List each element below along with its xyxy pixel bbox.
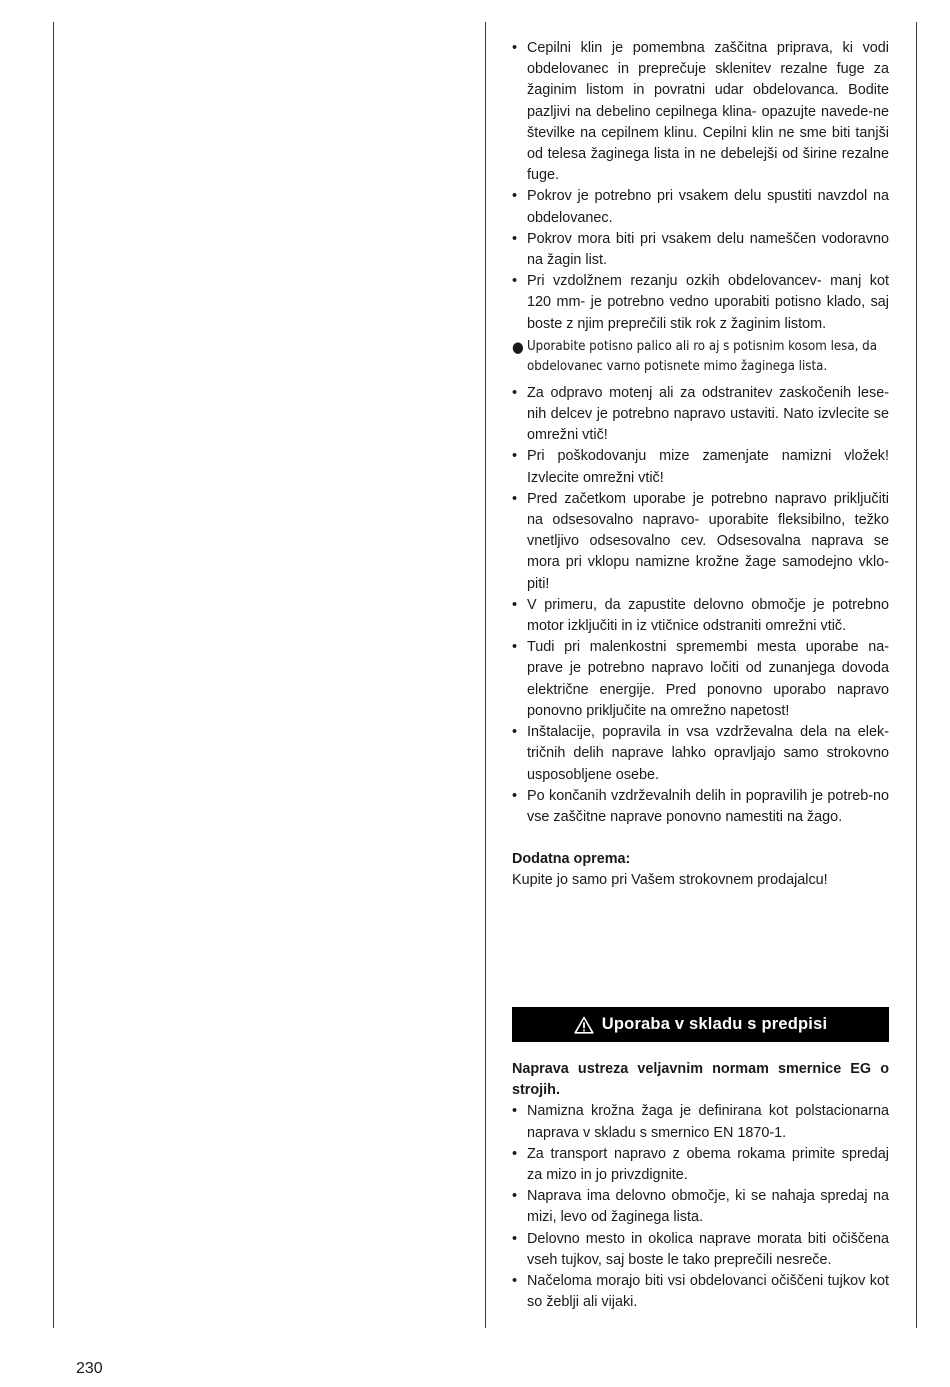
bullet: •: [512, 188, 518, 205]
accessories-text: Kupite jo samo pri Vašem strokovnem prodajalcu!: [512, 872, 828, 889]
bullet: •: [512, 1103, 518, 1120]
bullet: •: [512, 40, 518, 56]
list-item: • Za transport napravo z obema rokama primite spredaj za mizo in jo privzdignite.: [512, 1145, 889, 1184]
section-banner: [512, 1007, 889, 1042]
safety-instructions-column: [512, 38, 889, 892]
bullet: •: [512, 1145, 518, 1162]
list-item: • Pri poškodovanju mize zamenjate namizni vložek! Izvlecite omrežni vtič!: [512, 448, 889, 486]
banner-title: Uporaba v skladu s predpisi: [601, 1015, 828, 1033]
list-item: • Tudi pri malenkostni spremembi mesta uporabe na-prave je potrebno napravo ločiti od zunanjega dovoda električne energije. Pred ponovno uporabo napravo ponovno priključite na omrežno napetost!: [512, 639, 889, 719]
intended-use-list: [512, 1101, 889, 1313]
warning-triangle-icon: [574, 1016, 594, 1034]
bullet: ●: [512, 337, 524, 356]
intended-use-lead: Naprava ustreza veljavnim normam smernice EG o strojih.: [512, 1061, 889, 1099]
list-item: • Pokrov mora biti pri vsakem delu nameščen vodoravno na žagin list.: [512, 230, 889, 269]
bullet: •: [512, 639, 518, 656]
list-item: • Inštalacije, popravila in vsa vzdrževalna dela na elek-tričnih delih naprave lahko opravljajo samo strokovno usposobljene osebe.: [512, 724, 889, 783]
list-item: • Pokrov je potrebno pri vsakem delu spustiti navzdol na obdelovanec.: [512, 188, 889, 226]
safety-list: [512, 38, 889, 828]
list-item: • Cepilni klin je pomembna zaščitna priprava, ki vodi obdelovanec in preprečuje sklenitev rezalne fuge za žaginim listom in povratni udar obdelovanca. Bodite pazljivi na debelino cepilnega klina- opazujte navede-ne številke na cepilnem klinu. Cepilni klin ne sme biti tanjši od telesa žaginega lista in ne debelejši od širine rezalne fuge.: [512, 40, 889, 184]
list-item: • Načeloma morajo biti vsi obdelovanci očiščeni tujkov kot so žeblji ali vijaki.: [512, 1273, 889, 1311]
list-item: • Delovno mesto in okolica naprave morata biti očiščena vseh tujkov, saj boste le tako preprečili nesreče.: [512, 1230, 889, 1268]
list-item: • Pri vzdolžnem rezanju ozkih obdelovancev- manj kot 120 mm- je potrebno vedno uporabiti potisno klado, saj boste z njim preprečili stik rok z žaginim listom.: [512, 273, 889, 332]
page-number: 230: [76, 1360, 103, 1377]
list-item: • Namizna krožna žaga je definirana kot polstacionarna naprava v skladu s smernico EN 1870-1.: [512, 1103, 889, 1141]
bullet: •: [512, 490, 518, 507]
bullet: •: [512, 448, 518, 465]
bullet: •: [512, 724, 518, 741]
bullet: •: [512, 1188, 518, 1205]
bullet: •: [512, 787, 518, 804]
bullet: •: [512, 230, 518, 247]
bullet: •: [512, 273, 518, 290]
list-item: • Naprava ima delovno območje, ki se nahaja spredaj na mizi, levo od žaginega lista.: [512, 1188, 889, 1226]
list-item: • Pred začetkom uporabe je potrebno napravo priključiti na odsesovalno napravo- uporabite fleksibilno, težko vnetljivo odsesovalno cev. Odsesovalna naprava se mora pri vklopu namizne krožne žage samodejno vklo-piti!: [512, 490, 889, 592]
left-margin-rule: [53, 22, 54, 1328]
accessories-heading: Dodatna oprema:: [512, 851, 631, 868]
intended-use-column: [512, 1059, 889, 1313]
center-margin-rule: [485, 22, 486, 1328]
bullet: •: [512, 1230, 518, 1247]
list-item: • V primeru, da zapustite delovno območje je potrebno motor izključiti in iz vtičnice odstraniti omrežni vtič.: [512, 596, 889, 635]
list-item: • Za odpravo motenj ali za odstranitev zaskočenih lese-nih delcev je potrebno napravo ustaviti. Nato izvlecite se omrežni vtič!: [512, 384, 889, 444]
bullet: •: [512, 384, 518, 401]
bullet: •: [512, 596, 518, 613]
bullet: •: [512, 1273, 518, 1290]
list-item: ● Uporabite potisno palico ali ro aj s potisnim kosom lesa, da obdelovanec varno potisnete mimo žaginega lista.: [512, 337, 877, 374]
list-item: • Po končanih vzdrževalnih delih in popravilih je potreb-no vse zaščitne naprave ponovno namestiti na žago.: [512, 787, 889, 825]
accessories-section: [512, 849, 889, 891]
right-margin-rule: [916, 22, 917, 1328]
